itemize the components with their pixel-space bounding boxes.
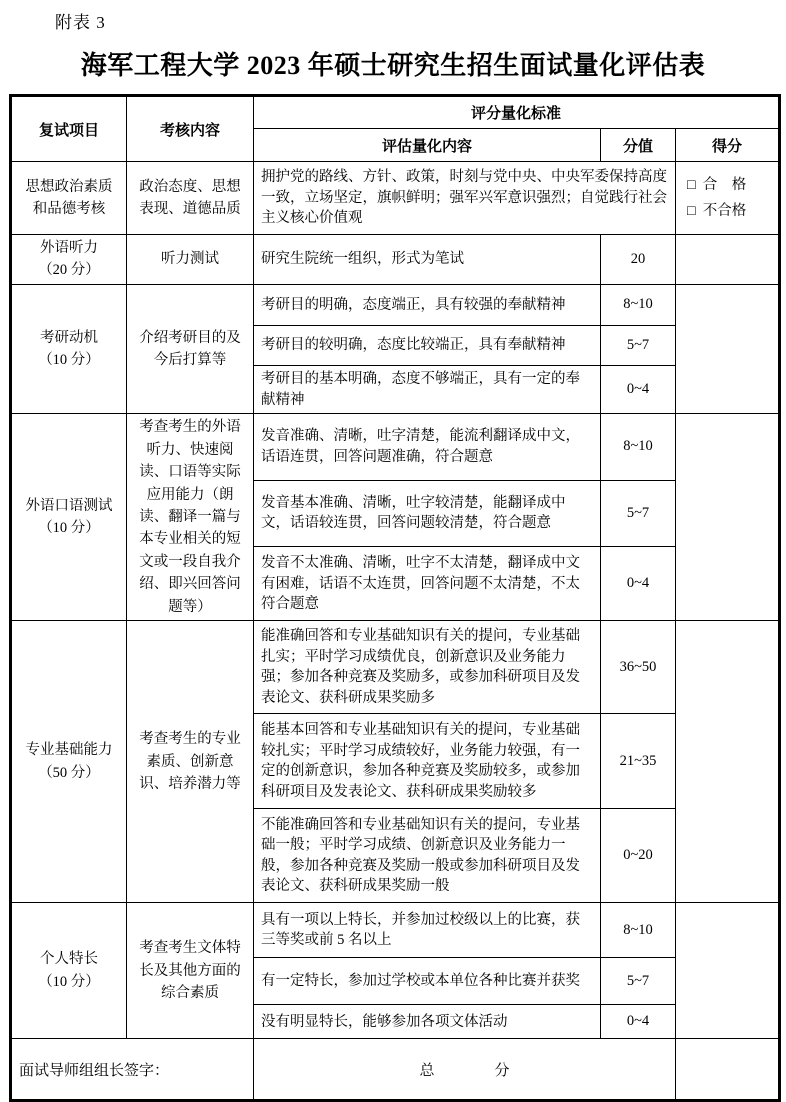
criteria-listening: 研究生院统一组织，形式为笔试	[254, 235, 601, 285]
score-value-professional-1: 36~50	[601, 621, 676, 714]
score-obtained-cell-professional[interactable]	[676, 621, 780, 903]
score-value-professional-3: 0~20	[601, 809, 676, 903]
header-review-item: 复试项目	[11, 96, 127, 162]
score-value-motivation-1: 8~10	[601, 284, 676, 325]
item-speaking-line2: （10 分）	[38, 520, 100, 537]
content-motivation: 介绍考研目的及今后打算等	[127, 284, 254, 413]
signature-cell[interactable]	[11, 1039, 254, 1101]
item-talent-line1: 个人特长	[40, 951, 98, 968]
content-ideology: 政治态度、思想表现、道德品质	[127, 162, 254, 235]
score-value-talent-1: 8~10	[601, 903, 676, 958]
item-professional-line2: （50 分）	[38, 764, 100, 781]
criteria-motivation-3: 考研目的基本明确，态度不够端正，具有一定的奉献精神	[254, 365, 601, 413]
score-value-speaking-1: 8~10	[601, 414, 676, 481]
header-eval-content: 评估量化内容	[254, 129, 601, 162]
page-title: 海军工程大学 2023 年硕士研究生招生面试量化评估表	[80, 51, 706, 80]
score-value-speaking-2: 5~7	[601, 480, 676, 547]
signature-label: 面试导师组组长签字：	[19, 1062, 170, 1079]
criteria-professional-1: 能准确回答和专业基础知识有关的提问，专业基础扎实；平时学习成绩优良，创新意识及业务能力强；参加各种竞赛及奖励多，或参加科研项目及发表论文、获科研成果奖励多	[254, 621, 601, 714]
item-speaking-line1: 外语口语测试	[25, 497, 113, 514]
item-talent-line2: （10 分）	[38, 973, 100, 990]
criteria-professional-2: 能基本回答和专业基础知识有关的提问，专业基础较扎实；平时学习成绩较好，业务能力较强，有一定的创新意识，参加各种竞赛及奖励较多，或参加科研项目及发表论文、获科研成果奖励较多	[254, 714, 601, 809]
score-cell-ideology	[676, 162, 780, 235]
criteria-speaking-3: 发音不太准确、清晰，吐字不太清楚，翻译成中文有困难，话语不太连贯，回答问题不太清楚，不太符合题意	[254, 547, 601, 621]
score-value-professional-2: 21~35	[601, 714, 676, 809]
item-listening-line2: （20 分）	[38, 262, 100, 279]
checkbox-icon[interactable]: □	[687, 176, 696, 193]
criteria-motivation-1: 考研目的明确，态度端正，具有较强的奉献精神	[254, 284, 601, 325]
header-score-obtained: 得分	[676, 129, 780, 162]
score-obtained-cell-talent[interactable]	[676, 903, 780, 1039]
header-assess-content: 考核内容	[127, 96, 254, 162]
total-score-cell[interactable]	[676, 1039, 780, 1101]
item-speaking	[11, 414, 127, 621]
item-professional-line1: 专业基础能力	[25, 742, 113, 759]
item-motivation	[11, 284, 127, 413]
score-value-speaking-3: 0~4	[601, 547, 676, 621]
score-obtained-cell-motivation[interactable]	[676, 284, 780, 413]
item-listening-line1: 外语听力	[40, 240, 98, 256]
score-value-talent-3: 0~4	[601, 1005, 676, 1039]
header-scoring-standard: 评分量化标准	[254, 96, 780, 129]
criteria-speaking-2: 发音基本准确、清晰，吐字较清楚，能翻译成中文，话语较连贯，回答问题较清楚，符合题意	[254, 480, 601, 547]
pass-checkbox-option[interactable]	[687, 172, 777, 198]
criteria-talent-3: 没有明显特长，能够参加各项文体活动	[254, 1005, 601, 1039]
content-listening: 听力测试	[127, 235, 254, 285]
score-value-motivation-2: 5~7	[601, 325, 676, 365]
criteria-talent-1: 具有一项以上特长，并参加过校级以上的比赛，获三等奖或前 5 名以上	[254, 903, 601, 958]
item-ideology-line1: 思想政治素质	[25, 178, 113, 195]
criteria-ideology: 拥护党的路线、方针、政策，时刻与党中央、中央军委保持高度一致，立场坚定，旗帜鲜明；强军兴军意识强烈；自觉践行社会主义核心价值观	[254, 162, 676, 235]
criteria-motivation-2: 考研目的较明确，态度比较端正，具有奉献精神	[254, 325, 601, 365]
evaluation-table	[9, 94, 781, 1102]
score-obtained-cell-listening[interactable]	[676, 235, 780, 285]
content-professional: 考查考生的专业素质、创新意识、培养潜力等	[127, 621, 254, 903]
item-ideology-line2: 和品德考核	[32, 201, 106, 217]
total-score-label-cell	[254, 1039, 676, 1101]
score-value-motivation-3: 0~4	[601, 365, 676, 413]
fail-checkbox-option[interactable]	[687, 198, 777, 224]
checkbox-icon[interactable]: □	[687, 203, 696, 219]
annex-label: 附表 3	[55, 13, 106, 32]
fail-label: 不合格	[702, 203, 747, 219]
content-talent: 考查考生文体特长及其他方面的综合素质	[127, 903, 254, 1039]
criteria-speaking-1: 发音准确、清晰，吐字清楚，能流利翻译成中文，话语连贯，回答问题准确，符合题意	[254, 414, 601, 481]
criteria-talent-2: 有一定特长，参加过学校或本单位各种比赛并获奖	[254, 958, 601, 1005]
item-ideology	[11, 162, 127, 235]
total-score-label: 总 分	[419, 1062, 510, 1079]
item-motivation-line1: 考研动机	[40, 329, 98, 346]
score-obtained-cell-speaking[interactable]	[676, 414, 780, 621]
score-value-listening: 20	[601, 235, 676, 285]
content-speaking: 考查考生的外语听力、快速阅读、口语等实际应用能力（朗读、翻译一篇与本专业相关的短文或一段自我介绍、即兴回答问题等）	[127, 414, 254, 621]
pass-label: 合 格	[702, 176, 747, 193]
criteria-professional-3: 不能准确回答和专业基础知识有关的提问，专业基础一般；平时学习成绩、创新意识及业务能力一般，参加各种竞赛及奖励一般或参加科研项目及发表论文、获科研成果奖励一般	[254, 809, 601, 903]
item-listening	[11, 235, 127, 285]
header-score-value: 分值	[601, 129, 676, 162]
item-professional	[11, 621, 127, 903]
score-value-talent-2: 5~7	[601, 958, 676, 1005]
item-talent	[11, 903, 127, 1039]
item-motivation-line2: （10 分）	[38, 352, 100, 369]
